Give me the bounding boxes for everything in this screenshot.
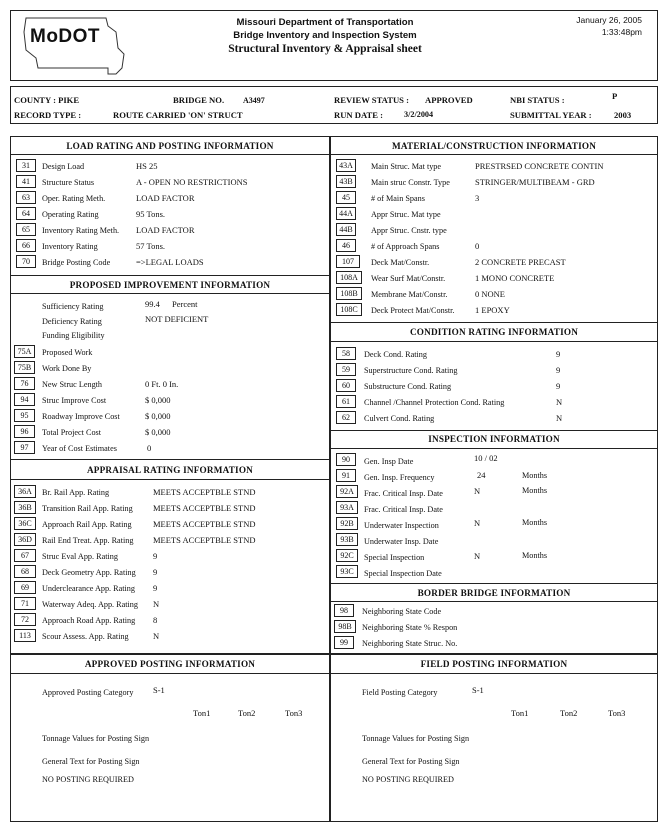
sufficiency-unit: Percent [172,299,198,309]
item-108c-value: 1 EPOXY [475,305,510,315]
item-72-value: 8 [153,615,158,625]
item-31-value: HS 25 [136,161,158,171]
funding-label: Funding Eligibility [42,331,105,340]
divider [330,448,658,449]
submittal-year-label: SUBMITTAL YEAR : [510,110,592,120]
item-68-label: Deck Geometry App. Rating [42,568,136,577]
item-36a-number: 36A [14,485,36,498]
item-36a-label: Br. Rail App. Rating [42,488,110,497]
item-69-value: 9 [153,583,158,593]
item-76-number: 76 [14,377,35,390]
nbi-status: P [612,91,618,101]
item-92a-value: N [474,486,481,496]
item-46-value: 0 [475,241,480,251]
item-92c-label: Special Inspection [364,553,425,562]
item-108c-label: Deck Protect Mat/Constr. [371,306,455,315]
sufficiency-value: 99.4 [145,299,160,309]
item-91-number: 91 [336,469,356,482]
item-108b-label: Membrane Mat/Constr. [371,290,448,299]
field-ton1: Ton1 [511,708,529,718]
item-45-value: 3 [475,193,480,203]
item-66-label: Inventory Rating [42,242,98,251]
item-43b-number: 43B [336,175,356,188]
submittal-year: 2003 [614,110,632,120]
item-72-number: 72 [14,613,36,626]
item-36d-label: Rail End Treat. App. Rating [42,536,134,545]
item-60-value: 9 [556,381,561,391]
item-97-value: 0 [147,443,152,453]
bridge-no: A3497 [243,96,265,105]
item-61-label: Channel /Channel Protection Cond. Rating [364,398,505,407]
item-96-number: 96 [14,425,35,438]
item-31-number: 31 [16,159,36,172]
approved-posting-title: APPROVED POSTING INFORMATION [84,659,256,669]
item-107-label: Deck Mat/Constr. [371,258,430,267]
border-bridge-title: BORDER BRIDGE INFORMATION [417,588,571,598]
item-93b-number: 93B [336,533,358,546]
item-62-value: N [556,413,563,423]
item-107-number: 107 [336,255,360,268]
item-45-number: 45 [336,191,356,204]
logo-box [12,12,132,79]
item-94-label: Struc Improve Cost [42,396,107,405]
item-92c-value: N [474,551,481,561]
item-93c-label: Special Inspection Date [364,569,442,578]
item-75a-number: 75A [14,345,35,358]
item-67-label: Struc Eval App. Rating [42,552,118,561]
item-65-value: LOAD FACTOR [136,225,195,235]
item-93b-label: Underwater Insp. Date [364,537,439,546]
header-date: January 26, 2005 [576,15,642,25]
field-tonnage-label: Tonnage Values for Posting Sign [362,734,470,743]
item-108a-number: 108A [336,271,362,284]
item-43a-value: PRESTRSED CONCRETE CONTIN [475,161,604,171]
proposed-title: PROPOSED IMPROVEMENT INFORMATION [69,280,271,290]
item-108b-value: 0 NONE [475,289,505,299]
item-93c-number: 93C [336,565,358,578]
field-general-label: General Text for Posting Sign [362,757,460,766]
item-44a-number: 44A [336,207,356,220]
divider [330,583,658,584]
item-63-number: 63 [16,191,36,204]
approved-category-label: Approved Posting Category [42,688,134,697]
item-59-value: 9 [556,365,561,375]
item-36b-number: 36B [14,501,36,514]
item-36c-label: Approach Rail App. Rating [42,520,132,529]
item-46-number: 46 [336,239,356,252]
field-posting-title: FIELD POSTING INFORMATION [420,659,568,669]
record-type-label: RECORD TYPE : [14,110,82,120]
item-71-value: N [153,599,160,609]
divider [10,275,330,276]
item-61-value: N [556,397,563,407]
divider [330,154,658,155]
item-91-unit: Months [522,471,548,480]
item-90-value: 10 / 02 [474,453,498,463]
item-41-label: Structure Status [42,178,95,187]
item-63-value: LOAD FACTOR [136,193,195,203]
item-36d-number: 36D [14,533,36,546]
item-97-number: 97 [14,441,35,454]
item-65-number: 65 [16,223,36,236]
item-59-label: Superstructure Cond. Rating [364,366,458,375]
run-date-label: RUN DATE : [334,110,384,120]
item-98-label: Neighboring State Code [362,607,442,616]
item-113-label: Scour Assess. App. Rating [42,632,129,641]
item-46-label: # of Approach Spans [371,242,440,251]
item-44a-label: Appr Struc. Mat type [371,210,441,219]
item-62-number: 62 [336,411,356,424]
item-43a-label: Main Struc. Mat type [371,162,442,171]
item-36a-value: MEETS ACCEPTBLE STND [153,487,256,497]
item-95-number: 95 [14,409,35,422]
item-76-value: 0 Ft. 0 In. [145,379,179,389]
header-title-1: Missouri Department of Transportation [236,17,414,28]
item-67-value: 9 [153,551,158,561]
item-41-value: A - OPEN NO RESTRICTIONS [136,177,248,187]
item-45-label: # of Main Spans [371,194,425,203]
item-64-value: 95 Tons. [136,209,166,219]
item-108c-number: 108C [336,303,362,316]
item-92c-unit: Months [522,551,548,560]
divider [330,341,658,342]
item-95-value: $ 0,000 [145,411,171,421]
item-92a-number: 92A [336,485,358,498]
field-ton2: Ton2 [560,708,578,718]
item-92b-value: N [474,518,481,528]
item-108a-label: Wear Surf Mat/Constr. [371,274,446,283]
divider [10,154,330,155]
divider [10,479,330,480]
approved-general-value: NO POSTING REQUIRED [42,775,134,784]
item-92b-label: Underwater Inspection [364,521,439,530]
item-72-label: Approach Road App. Rating [42,616,136,625]
item-62-label: Culvert Cond. Rating [364,414,435,423]
item-93a-label: Frac. Critical Insp. Date [364,505,443,514]
item-92a-unit: Months [522,486,548,495]
item-68-number: 68 [14,565,36,578]
item-113-value: N [153,631,160,641]
item-90-number: 90 [336,453,356,466]
item-36c-value: MEETS ACCEPTBLE STND [153,519,256,529]
item-98b-number: 98B [334,620,356,633]
item-69-number: 69 [14,581,36,594]
item-43b-label: Main struc Constr. Type [371,178,450,187]
review-status-label: REVIEW STATUS : [334,95,409,105]
item-58-number: 58 [336,347,356,360]
field-ton3: Ton3 [608,708,626,718]
item-67-number: 67 [14,549,36,562]
item-97-label: Year of Cost Estimates [42,444,117,453]
approved-tonnage-label: Tonnage Values for Posting Sign [42,734,150,743]
item-98b-label: Neighboring State % Respon [362,623,458,632]
item-96-label: Total Project Cost [42,428,102,437]
item-75b-label: Work Done By [42,364,92,373]
load-rating-title: LOAD RATING AND POSTING INFORMATION [66,141,274,151]
item-91-value: 24 [477,470,486,480]
record-type: ROUTE CARRIED 'ON' STRUCT [113,110,243,120]
header-time: 1:33:48pm [601,27,642,37]
item-70-number: 70 [16,255,36,268]
item-98-number: 98 [334,604,354,617]
item-92a-label: Frac. Critical Insp. Date [364,489,443,498]
sufficiency-label: Sufficiency Rating [42,302,104,311]
item-58-value: 9 [556,349,561,359]
item-44b-label: Appr Struc. Cnstr. type [371,226,447,235]
deficiency-label: Deficiency Rating [42,317,102,326]
item-61-number: 61 [336,395,356,408]
item-59-number: 59 [336,363,356,376]
item-36d-value: MEETS ACCEPTBLE STND [153,535,256,545]
item-43b-value: STRINGER/MULTIBEAM - GRD [475,177,595,187]
divider [10,673,330,674]
divider [330,673,658,674]
item-31-label: Design Load [42,162,85,171]
approved-ton1: Ton1 [193,708,211,718]
divider [330,430,658,431]
item-43a-number: 43A [336,159,356,172]
logo-text: MoDOT [30,26,101,47]
approved-ton3: Ton3 [285,708,303,718]
item-94-value: $ 0,000 [145,395,171,405]
deficiency-value: NOT DEFICIENT [145,314,209,324]
approved-general-label: General Text for Posting Sign [42,757,140,766]
item-64-number: 64 [16,207,36,220]
item-92b-number: 92B [336,517,358,530]
item-90-label: Gen. Insp Date [364,457,414,466]
field-category-label: Field Posting Category [362,688,438,697]
item-113-number: 113 [14,629,36,642]
item-60-label: Substructure Cond. Rating [364,382,452,391]
nbi-status-label: NBI STATUS : [510,95,565,105]
divider [10,293,330,294]
item-41-number: 41 [16,175,36,188]
item-108b-number: 108B [336,287,362,300]
item-99-label: Neighboring State Struc. No. [362,639,458,648]
item-36b-value: MEETS ACCEPTBLE STND [153,503,256,513]
header-title-3: Structural Inventory & Appraisal sheet [228,43,422,55]
field-category-value: S-1 [472,685,484,695]
item-108a-value: 1 MONO CONCRETE [475,273,555,283]
item-91-label: Gen. Insp. Frequency [364,473,435,482]
item-93a-number: 93A [336,501,358,514]
item-69-label: Underclearance App. Rating [42,584,135,593]
item-107-value: 2 CONCRETE PRECAST [475,257,566,267]
header-title-2: Bridge Inventory and Inspection System [233,30,417,41]
item-95-label: Roadway Improve Cost [42,412,120,421]
county: COUNTY : PIKE [14,95,80,105]
item-66-value: 57 Tons. [136,241,166,251]
appraisal-title: APPRAISAL RATING INFORMATION [86,465,254,475]
item-70-label: Bridge Posting Code [42,258,111,267]
item-71-label: Waterway Adeq. App. Rating [42,600,138,609]
item-75b-number: 75B [14,361,35,374]
divider [330,601,658,602]
field-general-value: NO POSTING REQUIRED [362,775,454,784]
item-36c-number: 36C [14,517,36,530]
divider [330,322,658,323]
bridge-no-label: BRIDGE NO. [173,95,225,105]
item-99-number: 99 [334,636,354,649]
item-58-label: Deck Cond. Rating [364,350,427,359]
approved-ton2: Ton2 [238,708,256,718]
item-68-value: 9 [153,567,158,577]
item-92b-unit: Months [522,518,548,527]
item-44b-number: 44B [336,223,356,236]
approved-category-value: S-1 [153,685,165,695]
condition-title: CONDITION RATING INFORMATION [409,327,579,337]
review-status: APPROVED [425,95,473,105]
item-92c-number: 92C [336,549,358,562]
item-70-value: =>LEGAL LOADS [136,257,204,267]
item-60-number: 60 [336,379,356,392]
item-63-label: Oper. Rating Meth. [42,194,106,203]
divider [10,459,330,460]
inspection-title: INSPECTION INFORMATION [428,434,560,444]
item-94-number: 94 [14,393,35,406]
item-75a-label: Proposed Work [42,348,93,357]
material-title: MATERIAL/CONSTRUCTION INFORMATION [391,141,597,151]
item-64-label: Operating Rating [42,210,99,219]
item-71-number: 71 [14,597,36,610]
item-36b-label: Transition Rail App. Rating [42,504,133,513]
item-96-value: $ 0,000 [145,427,171,437]
run-date: 3/2/2004 [404,110,434,119]
item-66-number: 66 [16,239,36,252]
item-65-label: Inventory Rating Meth. [42,226,120,235]
item-76-label: New Struc Length [42,380,103,389]
